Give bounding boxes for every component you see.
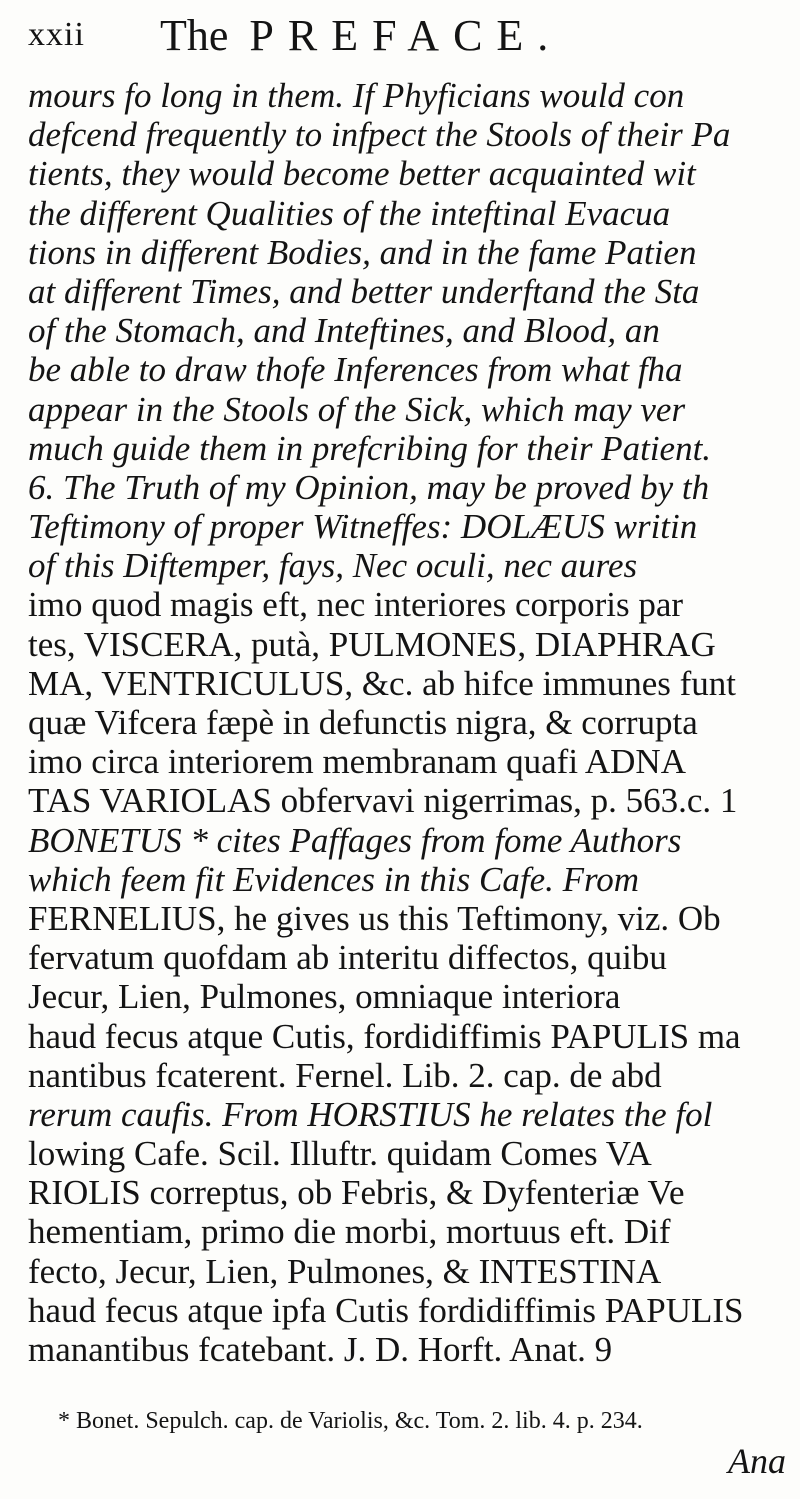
text-line: haud fecus atque ipfa Cutis fordidiffimis PAPULIS [28,1290,744,1330]
running-title-spaced: PREFACE. [249,11,563,60]
footnote: * Bonet. Sepulch. cap. de Variolis, &c. Tom. 2. lib. 4. p. 234. [58,1408,643,1434]
text-line: at different Times, and better underftand the Sta [28,271,700,311]
text-line: Jecur, Lien, Pulmones, omniaque interiora [28,977,621,1017]
body-text [28,76,800,1416]
text-line: fervatum quofdam ab interitu diffectos, quibu [28,938,667,978]
text-line: manantibus fcatebant. J. D. Horft. Anat. 9 [28,1330,613,1369]
text-line: nantibus fcaterent. Fernel. Lib. 2. cap. de abd [28,1055,662,1095]
text-line: BONETUS * cites Paffages from fome Authors [28,820,682,860]
page-header [28,8,800,68]
running-title-word: The [160,11,229,60]
text-line: tes, VISCERA, putà, PULMONES, DIAPHRAG [28,624,716,664]
text-line: haud fecus atque Cutis, fordidiffimis PAPULIS ma [28,1016,741,1056]
text-line: rerum caufis. From HORSTIUS he relates the fol [28,1094,713,1134]
text-line: 6. The Truth of my Opinion, may be proved by th [28,467,710,507]
text-line: be able to draw thofe Inferences from what fha [28,350,683,390]
text-line: RIOLIS correptus, ob Febris, & Dyfenteriæ Ve [28,1173,685,1213]
text-line: hementiam, primo die morbi, mortuus eft. Dif [28,1212,671,1252]
text-line: defcend frequently to infpect the Stools of their Pa [28,115,731,155]
text-line: imo quod magis eft, nec interiores corporis par [28,585,684,625]
text-line: tions in different Bodies, and in the fame Patien [28,232,697,272]
text-line: which feem fit Evidences in this Cafe. From [28,859,640,899]
text-line: tients, they would become better acquainted wit [28,154,696,194]
text-line: of the Stomach, and Inteftines, and Blood, an [28,311,660,351]
running-title [160,10,562,61]
text-line: much guide them in prefcribing for their Patient. [28,428,712,468]
text-line: lowing Cafe. Scil. Illuftr. quidam Comes VA [28,1134,652,1174]
text-line: appear in the Stools of the Sick, which may ver [28,389,686,429]
text-line: imo circa interiorem membranam quafi ADNA [28,742,686,782]
text-line: Teftimony of proper Witneffes: DOLÆUS writin [28,507,698,547]
text-line: MA, VENTRICULUS, &c. ab hifce immunes funt [28,663,737,703]
page-number: xxii [28,16,85,53]
text-line: quæ Vifcera fæpè in defunctis nigra, & corrupta [28,703,698,742]
text-line: of this Diftemper, fays, Nec oculi, nec aures [28,546,638,586]
text-line: TAS VARIOLAS obfervavi nigerrimas, p. 563.c. 1 [28,781,738,821]
text-line: mours fo long in them. If Phyficians would con [28,76,685,115]
text-line: FERNELIUS, he gives us this Teftimony, viz. Ob [28,898,721,938]
text-line: the different Qualities of the inteftinal Evacua [28,193,671,233]
catchword: Ana [728,1441,786,1481]
text-line: fecto, Jecur, Lien, Pulmones, & INTESTINA [28,1251,662,1291]
